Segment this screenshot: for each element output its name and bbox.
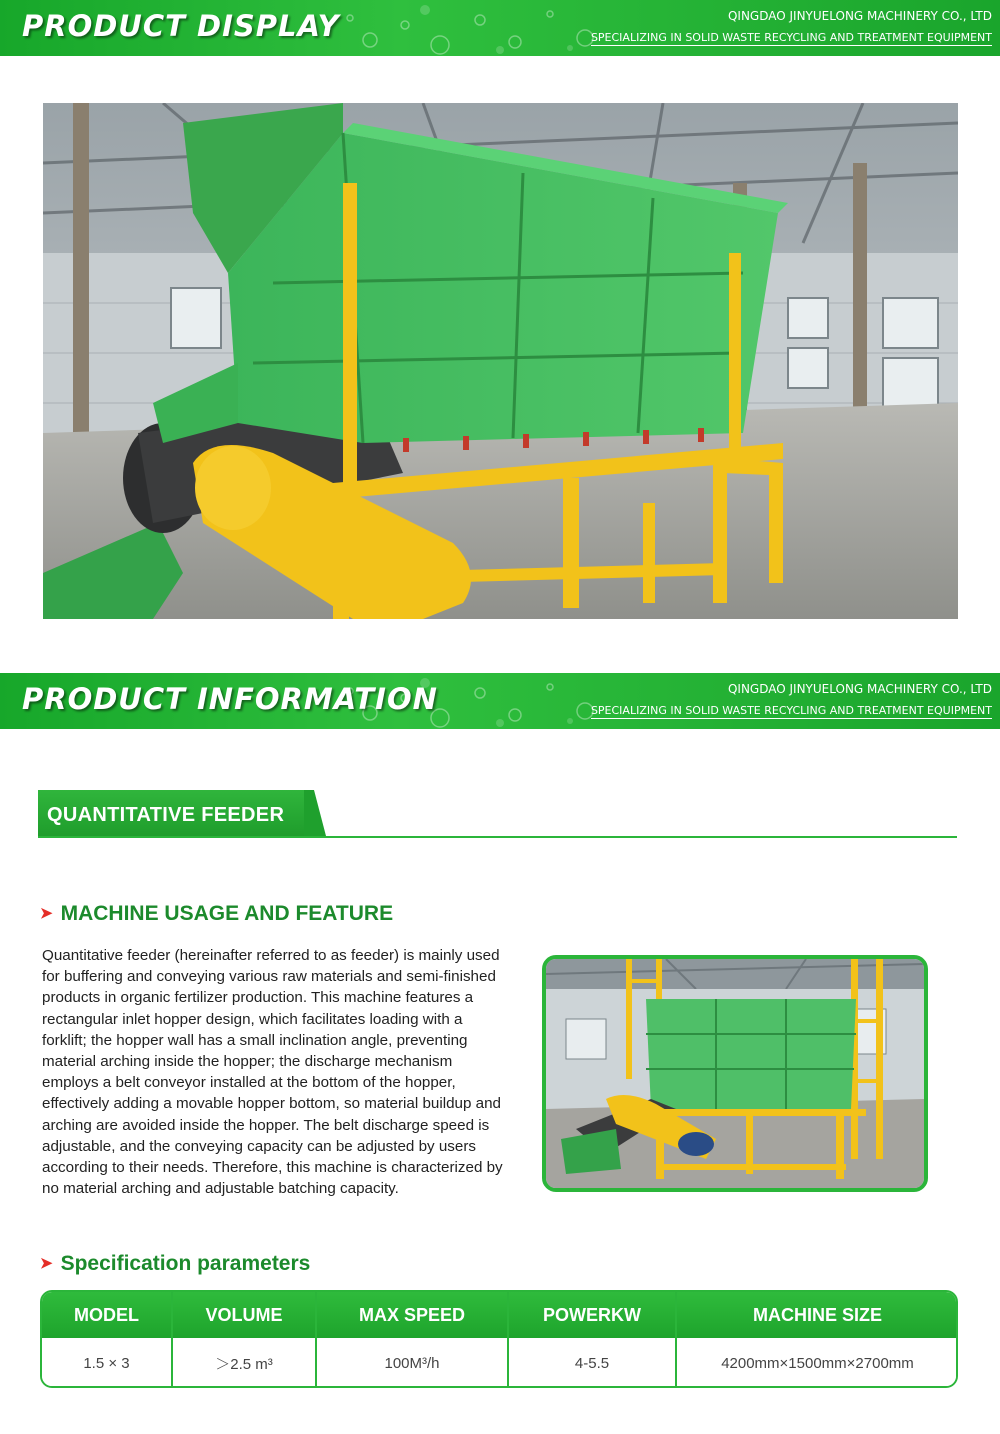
spec-value-machine-size: 4200mm×1500mm×2700mm [721,1354,914,1372]
usage-heading-text: MACHINE USAGE AND FEATURE [60,902,394,925]
quantitative-feeder-illustration [43,103,958,619]
arrow-right-icon: ➤ [40,1255,53,1272]
bubble-decoration [330,0,630,56]
spec-table-row [42,1338,956,1388]
company-tagline: SPECIALIZING IN SOLID WASTE RECYCLING AND TREATMENT EQUIPMENT [590,31,992,44]
banner-title: PRODUCT INFORMATION [22,682,438,716]
company-name: QINGDAO JINYUELONG MACHINERY CO., LTD [727,682,992,696]
spec-header-power: POWERKW [543,1304,641,1325]
arrow-right-icon: ➤ [40,905,53,922]
spec-value-max-speed: 100M³/h [384,1354,440,1372]
section-underline [38,836,957,838]
column-divider [171,1292,173,1386]
machine-photo-secondary [542,955,928,1192]
section-header [38,790,957,838]
tab-corner [304,790,326,838]
product-information-banner [0,673,1000,729]
product-display-banner [0,0,1000,56]
spec-value-model: 1.5 × 3 [83,1354,130,1372]
machine-photo-main [43,103,958,619]
spec-header-model: MODEL [74,1304,139,1325]
spec-table-header-row [42,1292,956,1338]
usage-heading [40,902,393,926]
quantitative-feeder-side-illustration [546,959,924,1188]
company-tagline: SPECIALIZING IN SOLID WASTE RECYCLING AND TREATMENT EQUIPMENT [590,704,992,717]
section-title: QUANTITATIVE FEEDER [47,804,285,826]
spec-header-max-speed: MAX SPEED [358,1304,466,1325]
spec-table [40,1290,958,1388]
column-divider [675,1292,677,1386]
usage-paragraph: Quantitative feeder (hereinafter referred to as feeder) is mainly used for buffering and conveying various raw materials and semi-finished products in organic fertilizer production. This machine features a rectangular inlet hopper design, which facilitates loading with a forklift; the hopper wall has a small inclination angle, preventing material arching inside the hopper; the discharge mechanism employs a belt conveyor installed at the bottom of the hopper, effectively adding a movable hopper bottom, so material buildup and arching are avoided inside the hopper. The belt discharge speed is adjustable, and the conveying capacity can be adjusted by users according to their needs. Therefore, this machine is characterized by no material arching and adjustable batching capacity. [42,947,503,1198]
column-divider [315,1292,317,1386]
column-divider [507,1292,509,1386]
spec-value-volume: ＞2.5 m³ [215,1355,273,1373]
spec-heading [40,1252,310,1276]
banner-title: PRODUCT DISPLAY [22,9,340,43]
spec-value-power: 4-5.5 [574,1354,610,1372]
spec-header-volume: VOLUME [205,1304,283,1325]
spec-heading-text: Specification parameters [60,1252,311,1275]
spec-header-machine-size: MACHINE SIZE [752,1304,882,1325]
company-name: QINGDAO JINYUELONG MACHINERY CO., LTD [727,9,992,23]
